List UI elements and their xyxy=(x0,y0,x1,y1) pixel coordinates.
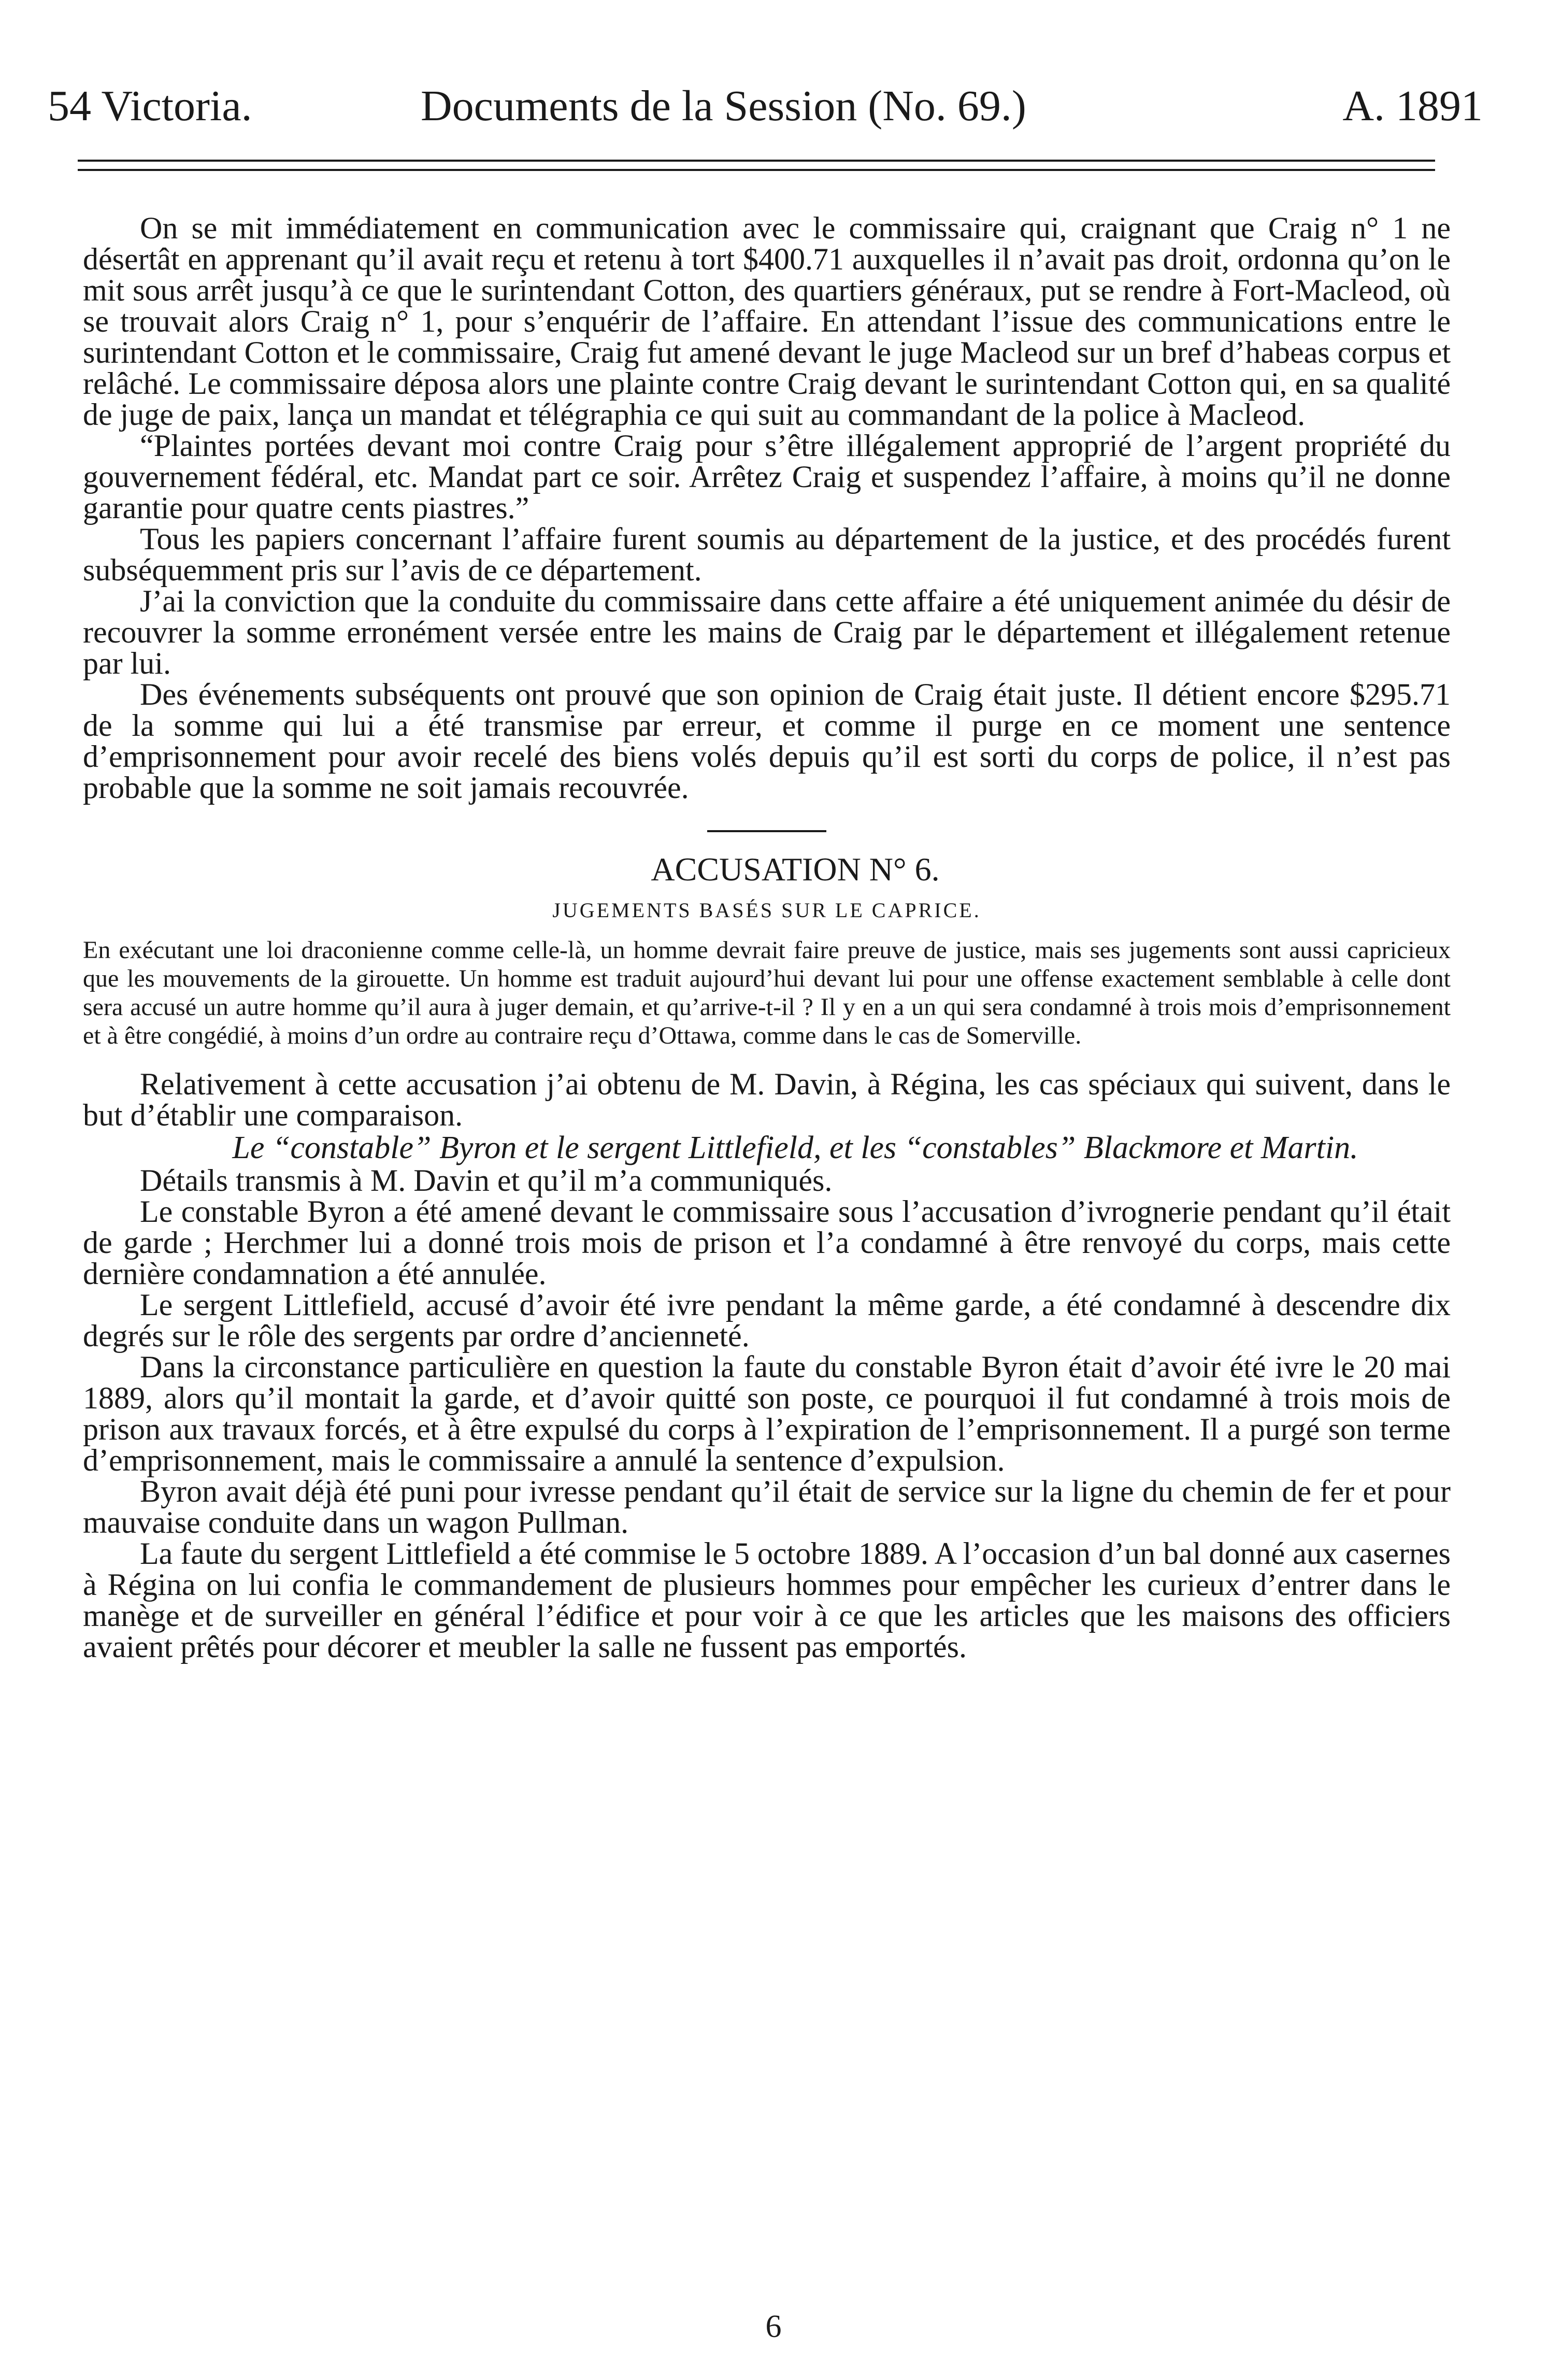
paragraph: Le constable Byron a été amené devant le commissaire sous l’accusation d’ivrognerie pendant qu’il était de garde ; Herchmer lui a donné trois mois de prison et l’a condamné à être renvoyé du corps, mais cette dernière condamnation a été annulée. xyxy=(83,1194,1451,1291)
paragraph: Dans la circonstance particulière en question la faute du constable Byron était d’avoir été ivre le 20 mai 1889, alors qu’il montait la garde, et d’avoir quitté son poste, ce pourquoi il fut condamné à trois mois de prison aux travaux forcés, et à être expulsé du corps à l’expiration de l’emprisonnement. Il a purgé son terme d’emprisonnement, mais le commissaire a annulé la sentence d’expulsion. xyxy=(83,1350,1451,1477)
paragraph: On se mit immédiatement en communication avec le commissaire qui, craignant que Craig n° 1 ne désertât en apprenant qu’il avait reçu et retenu à tort $400.71 auxquelles il n’avait pas droit, ordonna qu’on le mit sous arrêt jusqu’à ce que le surintendant Cotton, des quartiers généraux, put se rendre à Fort-Macleod, où se trouvait alors Craig n° 1, pour s’enquérir de l’affaire. En attendant l’issue des communications entre le surintendant Cotton et le commissaire, Craig fut amené devant le juge Macleod sur un bref d’habeas corpus et relâché. Le commissaire déposa alors une plainte contre Craig devant le surintendant Cotton qui, en sa qualité de juge de paix, lança un mandat et télégraphia ce qui suit au commandant de la police à Macleod. xyxy=(83,211,1451,432)
paragraph: Tous les papiers concernant l’affaire furent soumis au département de la justice, et des procédés furent subséquemment pris sur l’avis de ce département. xyxy=(83,522,1451,587)
body-text xyxy=(83,212,1451,1662)
quote-text: En exécutant une loi draconienne comme celle-là, un homme devrait faire preuve de justice, mais ses jugements sont aussi capricieux que les mouvements de la girouette. Un homme est traduit aujourd’hui devant lui pour une offense exactement semblable à celle dont sera accusé un autre homme qu’il aura à juger demain, et qu’arrive-t-il ? Il y en a un qui sera condamné à trois mois d’emprisonnement et à être congédié, à moins d’un ordre au contraire reçu d’Ottawa, comme dans le cas de Somerville. xyxy=(83,936,1451,1049)
header-title: Documents de la Session (No. 69.) xyxy=(421,82,1026,130)
header-volume: 54 Victoria. xyxy=(48,82,252,130)
paragraph: Relativement à cette accusation j’ai obtenu de M. Davin, à Régina, les cas spéciaux qui suivent, dans le but d’établir une comparaison. xyxy=(83,1067,1451,1132)
paragraph: La faute du sergent Littlefield a été commise le 5 octobre 1889. A l’occasion d’un bal donné aux casernes à Régina on lui confia le commandement de plusieurs hommes pour empêcher les curieux d’entrer dans le manège et de surveiller en général l’édifice et pour voir à ce que les articles que les maisons des officiers avaient prêtés pour décorer et meubler la salle ne fussent pas emportés. xyxy=(83,1536,1451,1664)
running-header xyxy=(48,78,1483,135)
paragraph: Le sergent Littlefield, accusé d’avoir été ivre pendant la même garde, a été condamné à descendre dix degrés sur le rôle des sergents par ordre d’ancienneté. xyxy=(83,1288,1451,1353)
case-title: Le “constable” Byron et le sergent Littlefield, et les “constables” Blackmore et Martin. xyxy=(232,1130,1358,1165)
paragraph: Détails transmis à M. Davin et qu’il m’a communiqués. xyxy=(140,1163,833,1198)
accusation-subtitle: JUGEMENTS BASÉS SUR LE CAPRICE. xyxy=(552,899,981,922)
header-double-rule xyxy=(78,160,1435,171)
accusation-quote xyxy=(83,936,1451,1050)
paragraph: Byron avait déjà été puni pour ivresse pendant qu’il était de service sur la ligne du chemin de fer et pour mauvaise conduite dans un wagon Pullman. xyxy=(83,1474,1451,1540)
section-divider xyxy=(707,830,826,832)
page-number: 6 xyxy=(765,2309,782,2344)
paragraph: J’ai la conviction que la conduite du commissaire dans cette affaire a été uniquement animée du désir de recouvrer la somme erronément versée entre les mains de Craig par le département et illégalement retenue par lui. xyxy=(83,584,1451,680)
paragraph: Des événements subséquents ont prouvé que son opinion de Craig était juste. Il détient encore $295.71 de la somme qui lui a été transmise par erreur, et comme il purge en ce moment une sentence d’emprisonnement pour avoir recelé des biens volés depuis qu’il est sorti du corps de police, il n’est pas probable que la somme ne soit jamais recouvrée. xyxy=(83,677,1451,805)
accusation-title: ACCUSATION N° 6. xyxy=(651,851,940,888)
paragraph: “Plaintes portées devant moi contre Craig pour s’être illégalement approprié de l’argent propriété du gouvernement fédéral, etc. Mandat part ce soir. Arrêtez Craig et suspendez l’affaire, à moins qu’il ne donne garantie pour quatre cents piastres.” xyxy=(83,429,1451,525)
header-year: A. 1891 xyxy=(1342,82,1483,130)
